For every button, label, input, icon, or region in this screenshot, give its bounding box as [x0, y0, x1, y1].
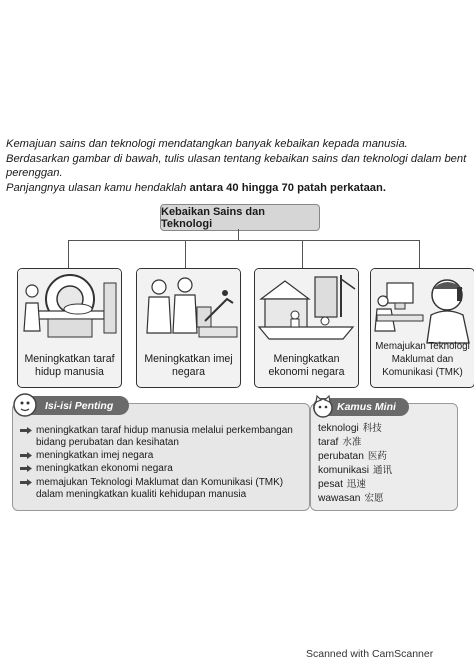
panel-ict [370, 268, 474, 388]
pointing-hand-icon [20, 478, 32, 487]
panel-caption: Meningkatkan imej negara [144, 353, 233, 378]
panel-economy [254, 268, 359, 388]
dictionary-entry [318, 451, 387, 463]
pointing-hand-icon [20, 464, 32, 473]
connector-trunk [238, 229, 239, 240]
dictionary-entry [318, 493, 384, 505]
diagram-title-box [160, 204, 320, 231]
key-point-text: meningkatkan taraf hidup manusia melalui perkembangan bidang perubatan dan kesihatan [36, 425, 293, 448]
dictionary-translation: 科技 [362, 423, 382, 434]
panel-caption: Meningkatkan taraf hidup manusia [24, 353, 115, 378]
pointing-hand-icon [20, 426, 32, 435]
cat-mascot-icon [311, 394, 335, 418]
dictionary-entry [318, 479, 366, 491]
dictionary-translation: 医药 [367, 451, 387, 462]
hospital-scanner-icon [18, 269, 121, 349]
dictionary-translation: 水准 [342, 437, 362, 448]
key-point-text: meningkatkan ekonomi negara [36, 463, 173, 474]
dictionary-translation: 迅速 [346, 479, 366, 490]
connector-horizontal [68, 240, 420, 241]
pointing-hand-icon [20, 451, 32, 460]
dictionary-translation: 通讯 [372, 465, 392, 476]
scanner-watermark: Scanned with CamScanner [306, 648, 434, 660]
panel-caption: Meningkatkan ekonomi negara [268, 353, 345, 378]
phone-computer-icon [371, 269, 474, 349]
dictionary-word: taraf [318, 437, 339, 448]
dictionary-word: teknologi [318, 423, 359, 434]
dictionary-word: wawasan [318, 493, 361, 504]
dictionary-word: perubatan [318, 451, 364, 462]
mini-dictionary-title: Kamus Mini [337, 401, 396, 413]
scientists-robot-icon [137, 269, 240, 349]
dictionary-word: pesat [318, 479, 343, 490]
instruction-line-4-prefix: Panjangnya ulasan kamu hendaklah [6, 182, 187, 194]
instruction-line-4 [6, 181, 386, 195]
connector-3 [302, 240, 303, 268]
instruction-line-1: Kemajuan sains dan teknologi mendatangkan banyak kebaikan kepada manusia. [6, 138, 408, 150]
thinking-head-icon [12, 392, 38, 418]
factory-ship-icon [255, 269, 358, 349]
dictionary-entry [318, 437, 361, 449]
connector-2 [185, 240, 186, 268]
dictionary-entry [318, 465, 392, 477]
dictionary-translation: 宏愿 [364, 493, 384, 504]
instruction-line-2: Berdasarkan gambar di bawah, tulis ulasan tentang kebaikan sains dan teknologi dalam bent [6, 153, 467, 165]
panel-caption: Memajukan Teknologi Maklumat dan Komunikasi (TMK) [375, 341, 470, 378]
key-point-text: memajukan Teknologi Maklumat dan Komunikasi (TMK) dalam meningkatkan kualiti kehidupan manusia [36, 477, 284, 500]
dictionary-entry [318, 423, 382, 435]
connector-1 [68, 240, 69, 268]
key-points-title: Isi-isi Penting [45, 399, 114, 412]
key-point-text: meningkatkan imej negara [36, 450, 154, 461]
instruction-line-3: perenggan. [6, 167, 63, 179]
instruction-word-limit: antara 40 hingga 70 patah perkataan. [189, 182, 386, 194]
connector-4 [419, 240, 420, 268]
diagram-title: Kebaikan Sains dan Teknologi [161, 205, 265, 230]
dictionary-word: komunikasi [318, 465, 369, 476]
panel-nation-image [136, 268, 241, 388]
panel-living-standard [17, 268, 122, 388]
